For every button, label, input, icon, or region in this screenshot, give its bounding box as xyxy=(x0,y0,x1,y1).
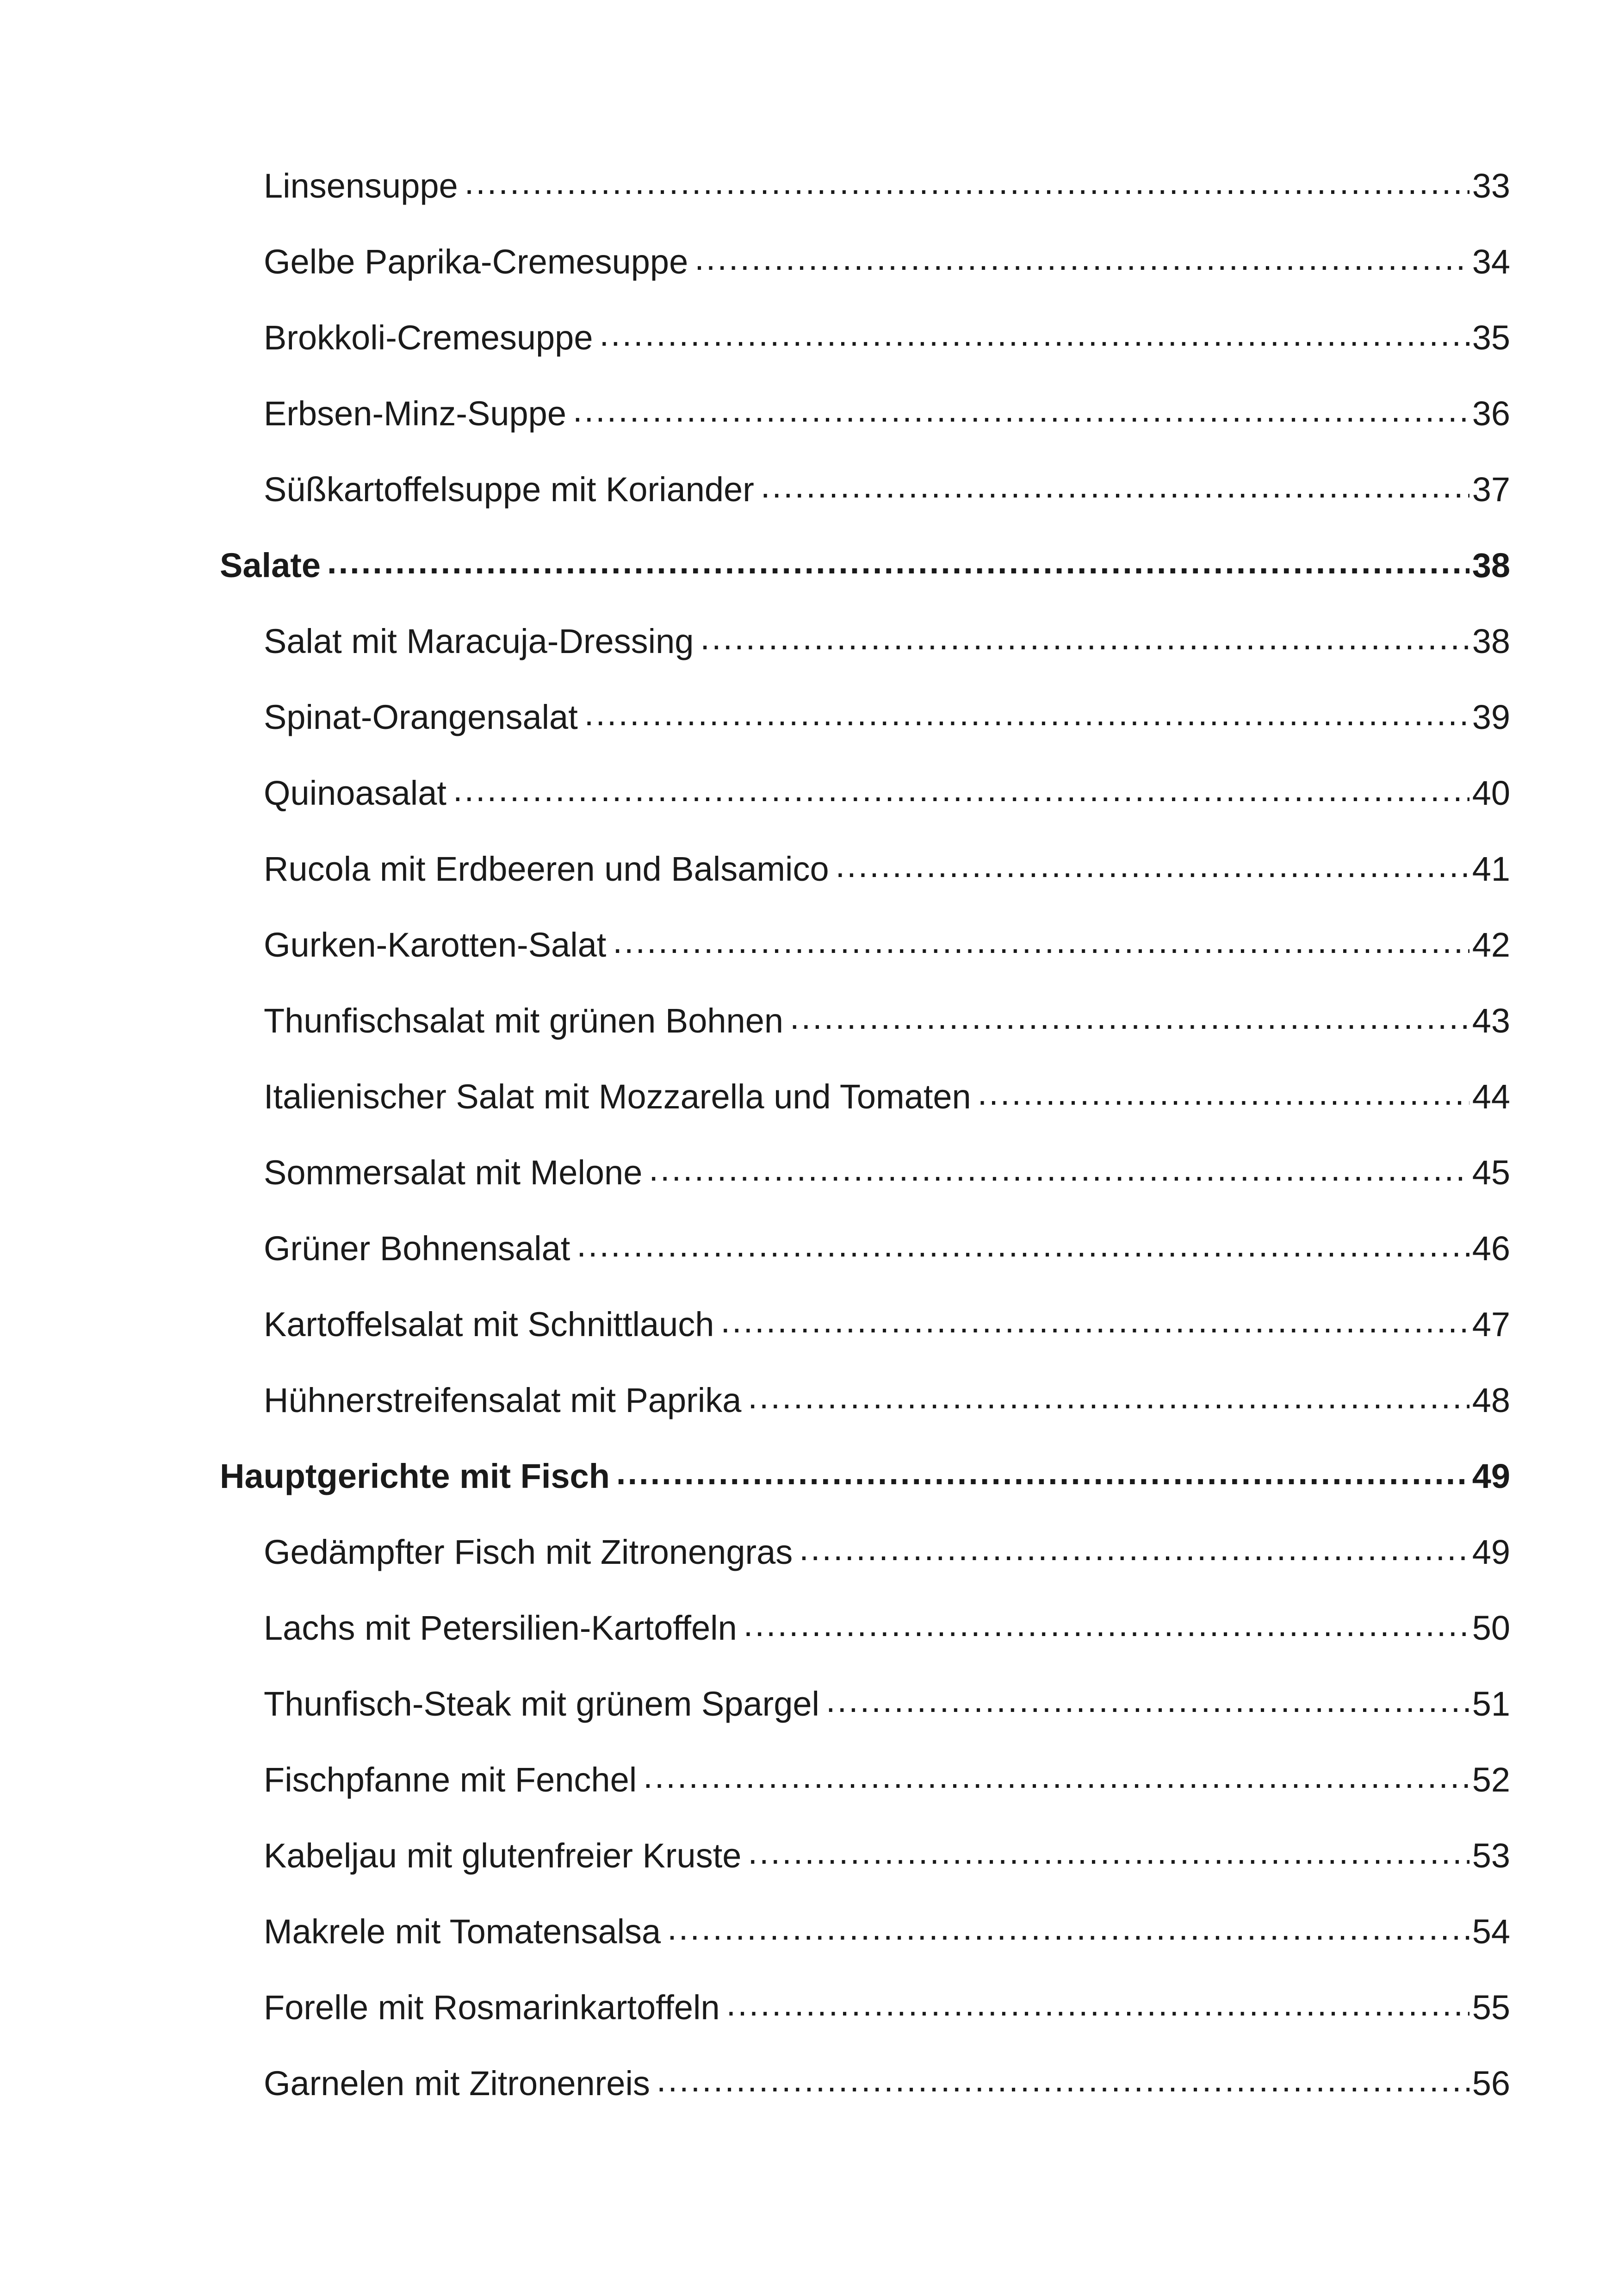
toc-entry xyxy=(0,452,1618,528)
toc-entry-page-number: 48 xyxy=(1472,1381,1510,1419)
toc-entry-title: Hauptgerichte mit Fisch xyxy=(220,1457,610,1495)
dot-leader xyxy=(616,1459,1469,1493)
toc-entry-page-number: 45 xyxy=(1472,1153,1510,1192)
toc-entry xyxy=(0,983,1618,1059)
toc-entry-title: Fischpfanne mit Fenchel xyxy=(264,1761,637,1799)
toc-entry-page-number: 49 xyxy=(1472,1457,1510,1495)
toc-entry-page-number: 53 xyxy=(1472,1836,1510,1875)
dot-leader xyxy=(577,1232,1469,1266)
toc-entry-title: Süßkartoffelsuppe mit Koriander xyxy=(264,470,754,509)
toc-entry-page-number: 35 xyxy=(1472,318,1510,357)
toc-entry-page-number: 56 xyxy=(1472,2064,1510,2103)
dot-leader xyxy=(744,1611,1469,1645)
dot-leader xyxy=(649,1156,1469,1190)
dot-leader xyxy=(327,548,1469,583)
dot-leader xyxy=(700,624,1469,659)
toc-entry xyxy=(0,755,1618,831)
toc-entry-title: Gurken-Karotten-Salat xyxy=(264,926,607,964)
toc-entry xyxy=(0,1894,1618,1970)
dot-leader xyxy=(667,1915,1469,1949)
toc-entry-page-number: 34 xyxy=(1472,243,1510,281)
toc-entry-title: Linsensuppe xyxy=(264,167,458,205)
toc-entry-title: Garnelen mit Zitronenreis xyxy=(264,2064,650,2103)
toc-entry-title: Hühnerstreifensalat mit Paprika xyxy=(264,1381,742,1419)
toc-entry-title: Kartoffelsalat mit Schnittlauch xyxy=(264,1305,714,1344)
toc-entry-title: Rucola mit Erdbeeren und Balsamico xyxy=(264,850,829,888)
toc-entry-page-number: 50 xyxy=(1472,1609,1510,1647)
dot-leader xyxy=(613,928,1469,962)
toc-entry-title: Makrele mit Tomatensalsa xyxy=(264,1912,661,1951)
toc-section-heading xyxy=(0,528,1618,604)
dot-leader xyxy=(761,473,1469,507)
toc-entry xyxy=(0,1590,1618,1666)
toc-entry-page-number: 33 xyxy=(1472,167,1510,205)
toc-entry xyxy=(0,1135,1618,1211)
toc-section-heading xyxy=(0,1438,1618,1514)
dot-leader xyxy=(748,1383,1469,1418)
toc-entry-page-number: 46 xyxy=(1472,1229,1510,1268)
toc-entry xyxy=(0,224,1618,300)
toc-entry-title: Erbsen-Minz-Suppe xyxy=(264,394,566,433)
toc-entry-page-number: 47 xyxy=(1472,1305,1510,1344)
dot-leader xyxy=(600,321,1469,355)
dot-leader xyxy=(584,700,1469,734)
toc-entry-page-number: 36 xyxy=(1472,394,1510,433)
toc-entry-title: Gelbe Paprika-Cremesuppe xyxy=(264,243,688,281)
toc-entry-title: Sommersalat mit Melone xyxy=(264,1153,643,1192)
toc-entry-page-number: 49 xyxy=(1472,1533,1510,1571)
dot-leader xyxy=(694,245,1469,279)
dot-leader xyxy=(790,1004,1469,1038)
dot-leader xyxy=(643,1763,1469,1797)
toc-entry-page-number: 51 xyxy=(1472,1685,1510,1723)
dot-leader xyxy=(720,1307,1469,1342)
toc-entry xyxy=(0,1287,1618,1363)
dot-leader xyxy=(826,1687,1469,1721)
toc-entry-title: Salat mit Maracuja-Dressing xyxy=(264,622,694,660)
toc-entry-page-number: 42 xyxy=(1472,926,1510,964)
toc-entry-title: Grüner Bohnensalat xyxy=(264,1229,570,1268)
toc-entry-title: Lachs mit Petersilien-Kartoffeln xyxy=(264,1609,737,1647)
toc-entry xyxy=(0,1363,1618,1438)
toc-entry-page-number: 55 xyxy=(1472,1988,1510,2027)
toc-entry-page-number: 44 xyxy=(1472,1077,1510,1116)
toc-entry-title: Kabeljau mit glutenfreier Kruste xyxy=(264,1836,742,1875)
toc-entry-title: Thunfisch-Steak mit grünem Spargel xyxy=(264,1685,819,1723)
toc-entry xyxy=(0,831,1618,907)
toc-entry-title: Italienischer Salat mit Mozzarella und Tomaten xyxy=(264,1077,971,1116)
toc-entry xyxy=(0,300,1618,376)
dot-leader xyxy=(465,169,1469,203)
dot-leader xyxy=(726,1991,1469,2025)
toc-entry-page-number: 40 xyxy=(1472,774,1510,812)
toc-entry-page-number: 38 xyxy=(1472,546,1510,585)
table-of-contents xyxy=(0,148,1618,2122)
toc-entry xyxy=(0,1211,1618,1287)
dot-leader xyxy=(573,397,1469,431)
dot-leader xyxy=(657,2066,1469,2101)
toc-entry xyxy=(0,1818,1618,1894)
toc-entry-title: Spinat-Orangensalat xyxy=(264,698,578,736)
toc-entry xyxy=(0,1742,1618,1818)
dot-leader xyxy=(978,1080,1469,1114)
toc-entry xyxy=(0,604,1618,679)
toc-entry xyxy=(0,2046,1618,2122)
toc-entry-title: Forelle mit Rosmarinkartoffeln xyxy=(264,1988,720,2027)
toc-entry-page-number: 54 xyxy=(1472,1912,1510,1951)
toc-entry xyxy=(0,148,1618,224)
toc-entry-page-number: 52 xyxy=(1472,1761,1510,1799)
dot-leader xyxy=(799,1535,1469,1569)
dot-leader xyxy=(453,776,1469,810)
toc-entry xyxy=(0,907,1618,983)
toc-entry xyxy=(0,1666,1618,1742)
toc-entry xyxy=(0,1970,1618,2046)
toc-entry-page-number: 39 xyxy=(1472,698,1510,736)
toc-entry-title: Gedämpfter Fisch mit Zitronengras xyxy=(264,1533,793,1571)
toc-entry-title: Brokkoli-Cremesuppe xyxy=(264,318,593,357)
toc-entry xyxy=(0,1514,1618,1590)
toc-entry xyxy=(0,376,1618,452)
toc-entry xyxy=(0,679,1618,755)
dot-leader xyxy=(748,1839,1469,1873)
toc-entry-title: Quinoasalat xyxy=(264,774,446,812)
toc-entry-page-number: 37 xyxy=(1472,470,1510,509)
toc-entry-page-number: 43 xyxy=(1472,1002,1510,1040)
dot-leader xyxy=(836,852,1469,886)
toc-entry-title: Thunfischsalat mit grünen Bohnen xyxy=(264,1002,784,1040)
toc-entry xyxy=(0,1059,1618,1135)
toc-entry-page-number: 41 xyxy=(1472,850,1510,888)
toc-entry-page-number: 38 xyxy=(1472,622,1510,660)
toc-entry-title: Salate xyxy=(220,546,321,585)
